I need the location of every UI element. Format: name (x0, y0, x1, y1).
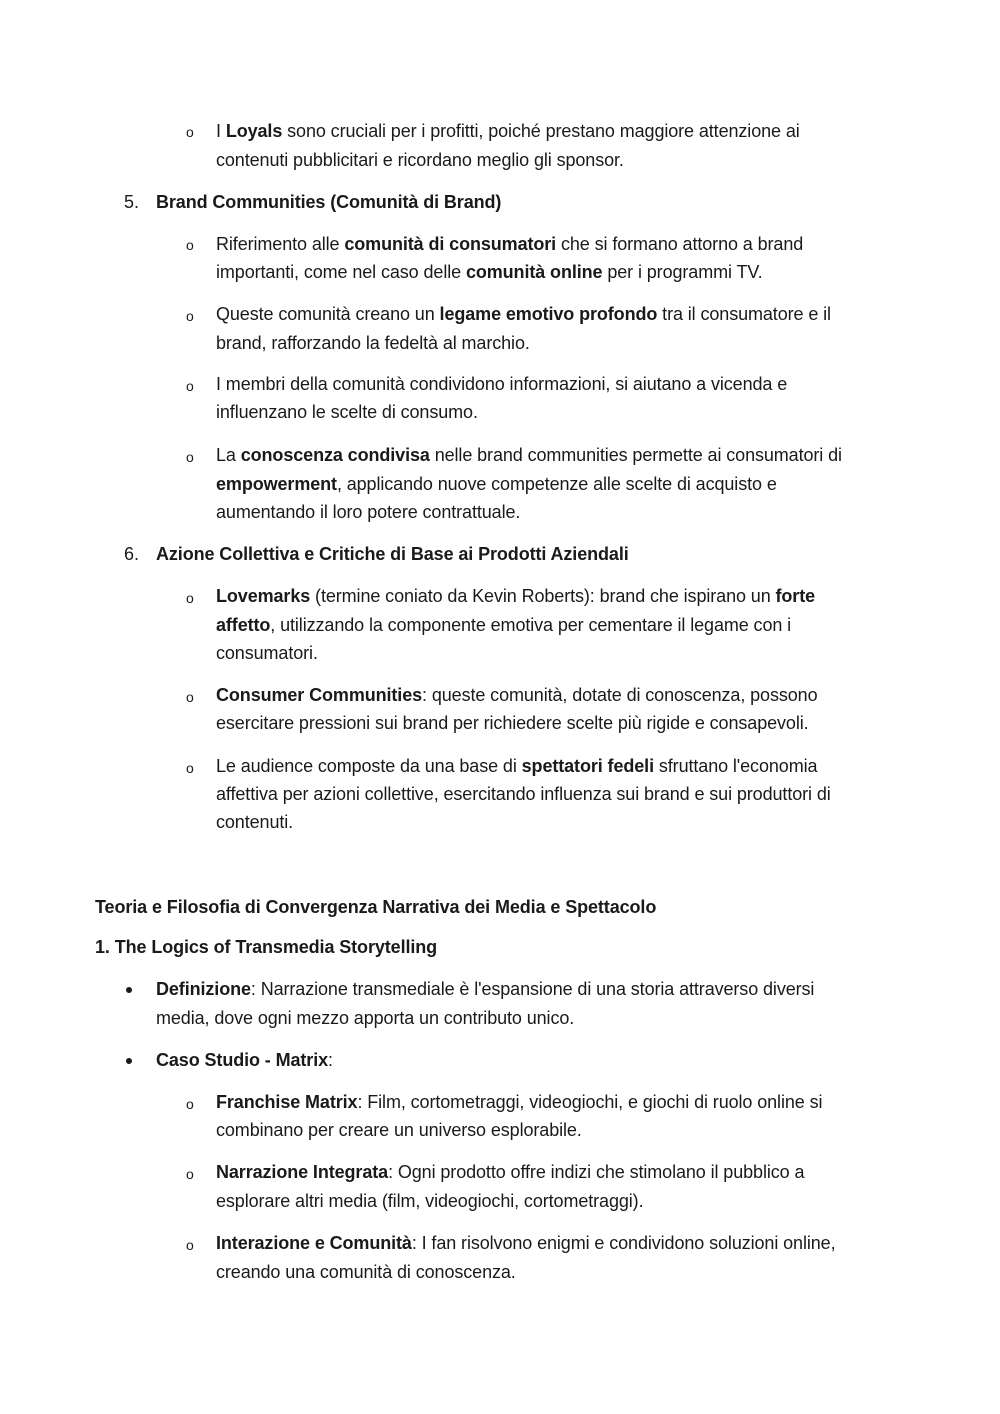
list-marker-bullet (126, 1058, 132, 1064)
list-item-text: aumentando il loro potere contrattuale. (216, 502, 521, 522)
list-item-text: Lovemarks (termine coniato da Kevin Roberts): brand che ispirano un forte (216, 586, 816, 606)
list-item-text: Queste comunità creano un legame emotivo profondo tra il consumatore e il (216, 304, 831, 324)
list-marker-bullet (126, 987, 132, 993)
list-item-text: I membri della comunità condividono informazioni, si aiutano a vicenda e (216, 374, 788, 394)
list-item-text: contenuti pubblicitari e ricordano meglio gli sponsor. (216, 150, 624, 170)
list-item-text: I Loyals sono cruciali per i profitti, poiché prestano maggiore attenzione ai (216, 121, 800, 141)
list-item-text: Riferimento alle comunità di consumatori che si formano attorno a brand (216, 234, 804, 254)
list-item-text: Interazione e Comunità: I fan risolvono enigmi e condividono soluzioni online, (216, 1233, 836, 1253)
list-marker-circle: o (186, 237, 194, 253)
document-heading: Teoria e Filosofia di Convergenza Narrativa dei Media e Spettacolo (95, 897, 657, 917)
list-item-text: Definizione: Narrazione transmediale è l'espansione di una storia attraverso diversi (156, 979, 815, 999)
list-marker-circle: o (186, 308, 194, 324)
list-item-text: combinano per creare un universo esplorabile. (216, 1120, 582, 1140)
list-item-text: esplorare altri media (film, videogiochi, cortometraggi). (216, 1191, 644, 1211)
list-marker-circle: o (186, 590, 194, 606)
list-item-text: empowerment, applicando nuove competenze alle scelte di acquisto e (216, 474, 777, 494)
list-item-text: creando una comunità di conoscenza. (216, 1262, 516, 1282)
list-marker-circle: o (186, 124, 194, 140)
list-marker-circle: o (186, 1166, 194, 1182)
list-number: 6. (124, 544, 140, 564)
list-item-text: Consumer Communities: queste comunità, dotate di conoscenza, possono (216, 685, 818, 705)
list-marker-circle: o (186, 760, 194, 776)
list-item-text: consumatori. (216, 643, 318, 663)
list-item-text: contenuti. (216, 812, 294, 832)
list-item-text: brand, rafforzando la fedeltà al marchio. (216, 333, 530, 353)
list-item-text: La conoscenza condivisa nelle brand communities permette ai consumatori di (216, 445, 842, 465)
list-marker-circle: o (186, 449, 194, 465)
list-marker-circle: o (186, 1237, 194, 1253)
list-item-text: importanti, come nel caso delle comunità online per i programmi TV. (216, 262, 763, 282)
list-item-text: esercitare pressioni sui brand per richiedere scelte più rigide e consapevoli. (216, 713, 809, 733)
list-number: 5. (124, 192, 140, 212)
list-item-text: affettiva per azioni collettive, esercitando influenza sui brand e sui produttori di (216, 784, 831, 804)
list-marker-circle: o (186, 1096, 194, 1112)
section-heading: Brand Communities (Comunità di Brand) (156, 192, 502, 212)
list-item-text: media, dove ogni mezzo apporta un contributo unico. (156, 1008, 575, 1028)
list-item-text: Narrazione Integrata: Ogni prodotto offre indizi che stimolano il pubblico a (216, 1162, 805, 1182)
list-item-text: influenzano le scelte di consumo. (216, 402, 478, 422)
list-marker-circle: o (186, 378, 194, 394)
subsection-heading: 1. The Logics of Transmedia Storytelling (95, 937, 438, 957)
section-heading: Azione Collettiva e Critiche di Base ai Prodotti Aziendali (156, 544, 629, 564)
list-item-text: Franchise Matrix: Film, cortometraggi, videogiochi, e giochi di ruolo online si (216, 1092, 823, 1112)
list-item-text: affetto, utilizzando la componente emotiva per cementare il legame con i (216, 615, 792, 635)
list-item-text: Le audience composte da una base di spettatori fedeli sfruttano l'economia (216, 756, 818, 776)
list-item-text: Caso Studio - Matrix: (156, 1050, 333, 1070)
list-marker-circle: o (186, 689, 194, 705)
